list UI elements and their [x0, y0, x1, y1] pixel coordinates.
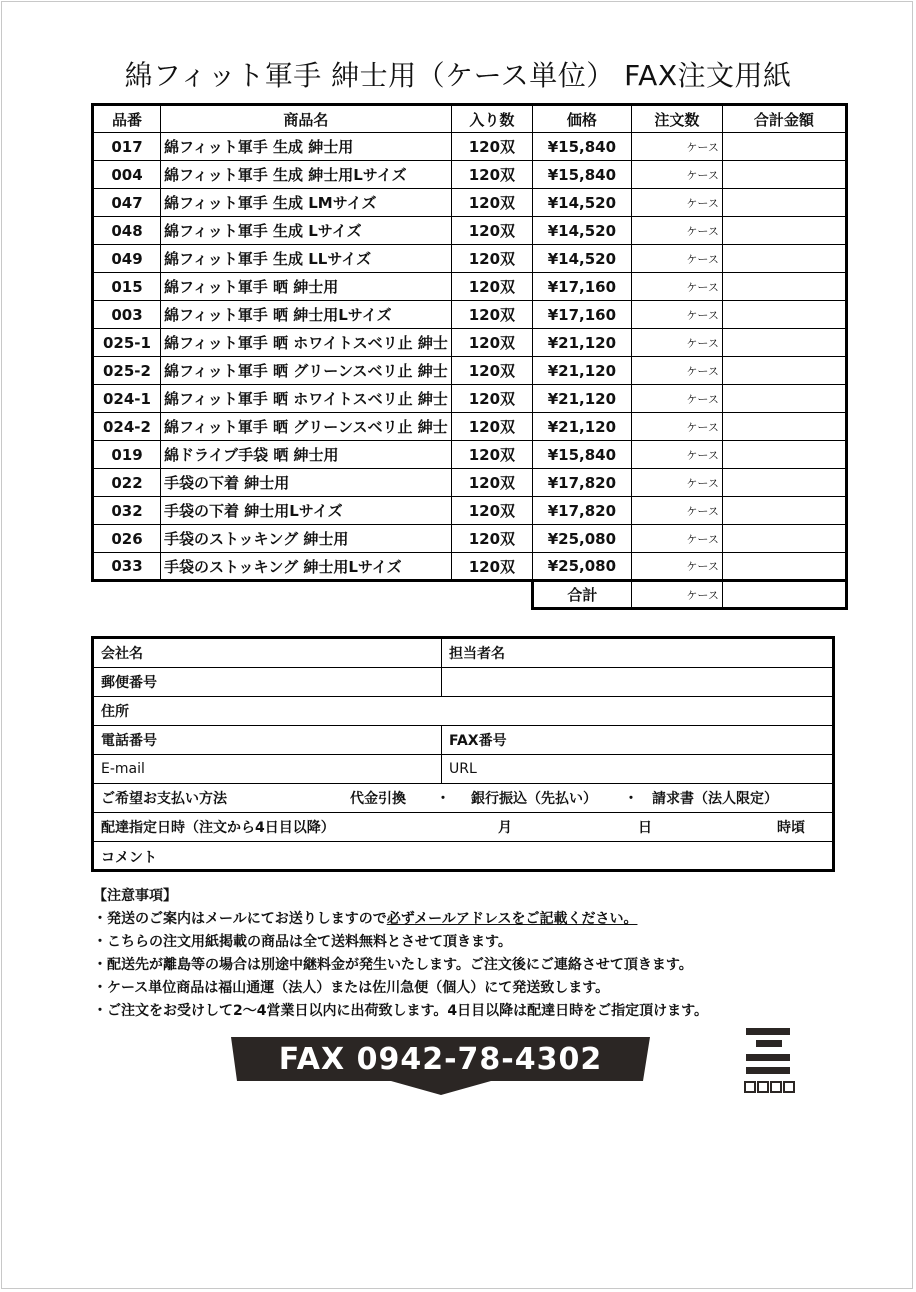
line-total-cell[interactable] [722, 189, 846, 217]
product-code: 032 [93, 497, 161, 525]
table-row [93, 301, 847, 329]
order-quantity-cell[interactable]: ケース [631, 357, 722, 385]
product-name: 綿フィット軍手 生成 紳士用 [161, 133, 452, 161]
info-row-company [94, 639, 832, 668]
line-total-cell[interactable] [722, 217, 846, 245]
product-quantity: 120双 [451, 525, 532, 553]
order-quantity-cell[interactable]: ケース [631, 329, 722, 357]
total-quantity-cell[interactable]: ケース [631, 581, 722, 609]
header-name: 商品名 [161, 105, 452, 133]
product-price: ¥21,120 [532, 357, 631, 385]
table-row [93, 385, 847, 413]
table-row [93, 497, 847, 525]
payment-separator: ・ [436, 791, 450, 807]
product-code: 025-2 [93, 357, 161, 385]
product-name: 綿フィット軍手 生成 Lサイズ [161, 217, 452, 245]
table-row [93, 133, 847, 161]
line-total-cell[interactable] [722, 385, 846, 413]
product-code: 033 [93, 553, 161, 581]
company-label: 会社名 [101, 646, 143, 662]
product-quantity: 120双 [451, 133, 532, 161]
product-quantity: 120双 [451, 441, 532, 469]
order-quantity-cell[interactable]: ケース [631, 245, 722, 273]
product-name: 手袋のストッキング 紳士用 [161, 525, 452, 553]
product-quantity: 120双 [451, 217, 532, 245]
order-quantity-cell[interactable]: ケース [631, 385, 722, 413]
line-total-cell[interactable] [722, 273, 846, 301]
comment-field[interactable] [94, 842, 832, 871]
product-name: 手袋の下着 紳士用 [161, 469, 452, 497]
table-row [93, 329, 847, 357]
line-total-cell[interactable] [722, 469, 846, 497]
product-code: 003 [93, 301, 161, 329]
product-code: 019 [93, 441, 161, 469]
delivery-day-label[interactable]: 日 [638, 820, 652, 836]
product-quantity: 120双 [451, 413, 532, 441]
header-order: 注文数 [631, 105, 722, 133]
line-total-cell[interactable] [722, 301, 846, 329]
product-name: 綿フィット軍手 生成 LMサイズ [161, 189, 452, 217]
product-quantity: 120双 [451, 357, 532, 385]
order-quantity-cell[interactable]: ケース [631, 273, 722, 301]
order-quantity-cell[interactable]: ケース [631, 413, 722, 441]
delivery-time-label[interactable]: 時頃 [777, 820, 805, 836]
info-row-payment [94, 784, 832, 813]
payment-option-invoice[interactable]: 請求書（法人限定） [652, 791, 778, 807]
email-field[interactable] [94, 755, 441, 783]
header-total: 合計金額 [722, 105, 846, 133]
note-item: ・配送先が離島等の場合は別途中継料金が発生いたします。ご注文後にご連絡させて頂きます。 [93, 957, 693, 973]
url-label: URL [449, 761, 477, 777]
product-price: ¥14,520 [532, 217, 631, 245]
line-total-cell[interactable] [722, 553, 846, 581]
table-total-row [93, 581, 847, 609]
note-text: ・発送のご案内はメールにてお送りしますので [93, 911, 387, 927]
contact-person-field[interactable] [441, 639, 832, 667]
product-name: 綿ドライブ手袋 晒 紳士用 [161, 441, 452, 469]
table-row [93, 217, 847, 245]
product-quantity: 120双 [451, 161, 532, 189]
product-price: ¥15,840 [532, 133, 631, 161]
note-item: ・ケース単位商品は福山通運（法人）または佐川急便（個人）にて発送致します。 [93, 980, 610, 996]
address-label: 住所 [101, 704, 129, 720]
table-row [93, 189, 847, 217]
contact-person-label: 担当者名 [449, 646, 505, 662]
table-row [93, 553, 847, 581]
line-total-cell[interactable] [722, 161, 846, 189]
order-table-body [93, 133, 847, 609]
product-code: 047 [93, 189, 161, 217]
line-total-cell[interactable] [722, 133, 846, 161]
phone-field[interactable] [94, 726, 441, 754]
order-quantity-cell[interactable]: ケース [631, 553, 722, 581]
order-quantity-cell[interactable]: ケース [631, 441, 722, 469]
product-quantity: 120双 [451, 469, 532, 497]
product-price: ¥17,820 [532, 469, 631, 497]
product-price: ¥15,840 [532, 161, 631, 189]
payment-option-cod[interactable]: 代金引換 [350, 791, 406, 807]
product-code: 025-1 [93, 329, 161, 357]
table-row [93, 469, 847, 497]
note-item: ・こちらの注文用紙掲載の商品は全て送料無料とさせて頂きます。 [93, 934, 512, 950]
note-emphasis: 必ずメールアドレスをご記載ください。 [386, 911, 638, 927]
notes-section [93, 885, 708, 1023]
order-quantity-cell[interactable]: ケース [631, 525, 722, 553]
line-total-cell[interactable] [722, 525, 846, 553]
table-row [93, 357, 847, 385]
customer-info-form [91, 636, 835, 872]
line-total-cell[interactable] [722, 329, 846, 357]
table-header-row [93, 105, 847, 133]
address-field[interactable] [94, 697, 832, 725]
product-price: ¥17,820 [532, 497, 631, 525]
product-code: 048 [93, 217, 161, 245]
product-price: ¥14,520 [532, 189, 631, 217]
info-row-comment [94, 842, 832, 871]
order-quantity-cell[interactable]: ケース [631, 217, 722, 245]
info-row-postal [94, 668, 832, 697]
phone-label: 電話番号 [101, 733, 157, 749]
info-row-delivery [94, 813, 832, 842]
product-price: ¥21,120 [532, 385, 631, 413]
product-code: 026 [93, 525, 161, 553]
line-total-cell[interactable] [722, 357, 846, 385]
payment-separator: ・ [624, 791, 638, 807]
product-quantity: 120双 [451, 329, 532, 357]
order-table [91, 103, 848, 610]
product-code: 024-1 [93, 385, 161, 413]
notes-heading: 【注意事項】 [93, 888, 177, 904]
product-price: ¥25,080 [532, 553, 631, 581]
info-row-phone [94, 726, 832, 755]
line-total-cell[interactable] [722, 497, 846, 525]
delivery-month-label[interactable]: 月 [498, 820, 512, 836]
payment-option-bank[interactable]: 銀行振込（先払い） [471, 791, 597, 807]
product-name: 手袋のストッキング 紳士用Lサイズ [161, 553, 452, 581]
product-price: ¥21,120 [532, 413, 631, 441]
fax-field[interactable] [441, 726, 832, 754]
product-price: ¥15,840 [532, 441, 631, 469]
product-price: ¥14,520 [532, 245, 631, 273]
postal-code-label: 郵便番号 [101, 675, 157, 691]
product-code: 049 [93, 245, 161, 273]
info-row-address [94, 697, 832, 726]
table-row [93, 525, 847, 553]
fax-number-text: FAX 0942-78-4302 [278, 1041, 603, 1077]
product-price: ¥21,120 [532, 329, 631, 357]
order-quantity-cell[interactable]: ケース [631, 497, 722, 525]
header-code: 品番 [93, 105, 161, 133]
product-price: ¥17,160 [532, 301, 631, 329]
total-row-spacer [93, 581, 533, 609]
table-row [93, 273, 847, 301]
product-name: 綿フィット軍手 晒 紳士用 [161, 273, 452, 301]
postal-code-field[interactable] [94, 668, 441, 696]
product-quantity: 120双 [451, 301, 532, 329]
product-name: 綿フィット軍手 生成 紳士用Lサイズ [161, 161, 452, 189]
delivery-label: 配達指定日時（注文から4日目以降） [101, 820, 335, 836]
order-quantity-cell[interactable]: ケース [631, 301, 722, 329]
product-code: 022 [93, 469, 161, 497]
line-total-cell[interactable] [722, 413, 846, 441]
product-quantity: 120双 [451, 245, 532, 273]
header-qty: 入り数 [451, 105, 532, 133]
order-quantity-cell[interactable]: ケース [631, 161, 722, 189]
order-quantity-cell[interactable]: ケース [631, 189, 722, 217]
comment-label: コメント [101, 849, 157, 866]
info-row-email [94, 755, 832, 784]
product-name: 綿フィット軍手 生成 LLサイズ [161, 245, 452, 273]
product-name: 綿フィット軍手 晒 グリーンスベリ止 紳士 [161, 413, 452, 441]
product-quantity: 120双 [451, 273, 532, 301]
product-code: 024-2 [93, 413, 161, 441]
product-name: 綿フィット軍手 晒 ホワイトスベリ止 紳士 [161, 385, 452, 413]
product-name: 綿フィット軍手 晒 グリーンスベリ止 紳士 [161, 357, 452, 385]
fax-number-banner [231, 1037, 650, 1095]
product-price: ¥17,160 [532, 273, 631, 301]
product-name: 綿フィット軍手 晒 ホワイトスベリ止 紳士 [161, 329, 452, 357]
total-label: 合計 [532, 581, 631, 609]
email-label: E-mail [101, 761, 145, 777]
product-quantity: 120双 [451, 497, 532, 525]
line-total-cell[interactable] [722, 245, 846, 273]
grand-total-cell[interactable] [722, 581, 846, 609]
header-price: 価格 [532, 105, 631, 133]
postal-code-value[interactable] [441, 668, 832, 696]
order-quantity-cell[interactable]: ケース [631, 469, 722, 497]
product-quantity: 120双 [451, 385, 532, 413]
order-quantity-cell[interactable]: ケース [631, 133, 722, 161]
line-total-cell[interactable] [722, 441, 846, 469]
fax-label: FAX番号 [449, 733, 507, 749]
note-item [93, 908, 708, 931]
company-field[interactable] [94, 639, 441, 667]
table-row [93, 413, 847, 441]
product-name: 手袋の下着 紳士用Lサイズ [161, 497, 452, 525]
product-quantity: 120双 [451, 189, 532, 217]
product-code: 015 [93, 273, 161, 301]
page-title: 綿フィット軍手 紳士用（ケース単位） FAX注文用紙 [124, 59, 792, 92]
product-quantity: 120双 [451, 553, 532, 581]
table-row [93, 161, 847, 189]
payment-label: ご希望お支払い方法 [101, 791, 227, 807]
product-price: ¥25,080 [532, 525, 631, 553]
url-field[interactable] [441, 755, 832, 783]
table-row [93, 245, 847, 273]
brand-logo [742, 1024, 798, 1094]
brand-logo-mark [742, 1024, 798, 1094]
product-name: 綿フィット軍手 晒 紳士用Lサイズ [161, 301, 452, 329]
table-row [93, 441, 847, 469]
product-code: 004 [93, 161, 161, 189]
note-item: ・ご注文をお受けして2～4営業日以内に出荷致します。4日目以降は配達日時をご指定頂けます。 [93, 1003, 708, 1019]
product-code: 017 [93, 133, 161, 161]
